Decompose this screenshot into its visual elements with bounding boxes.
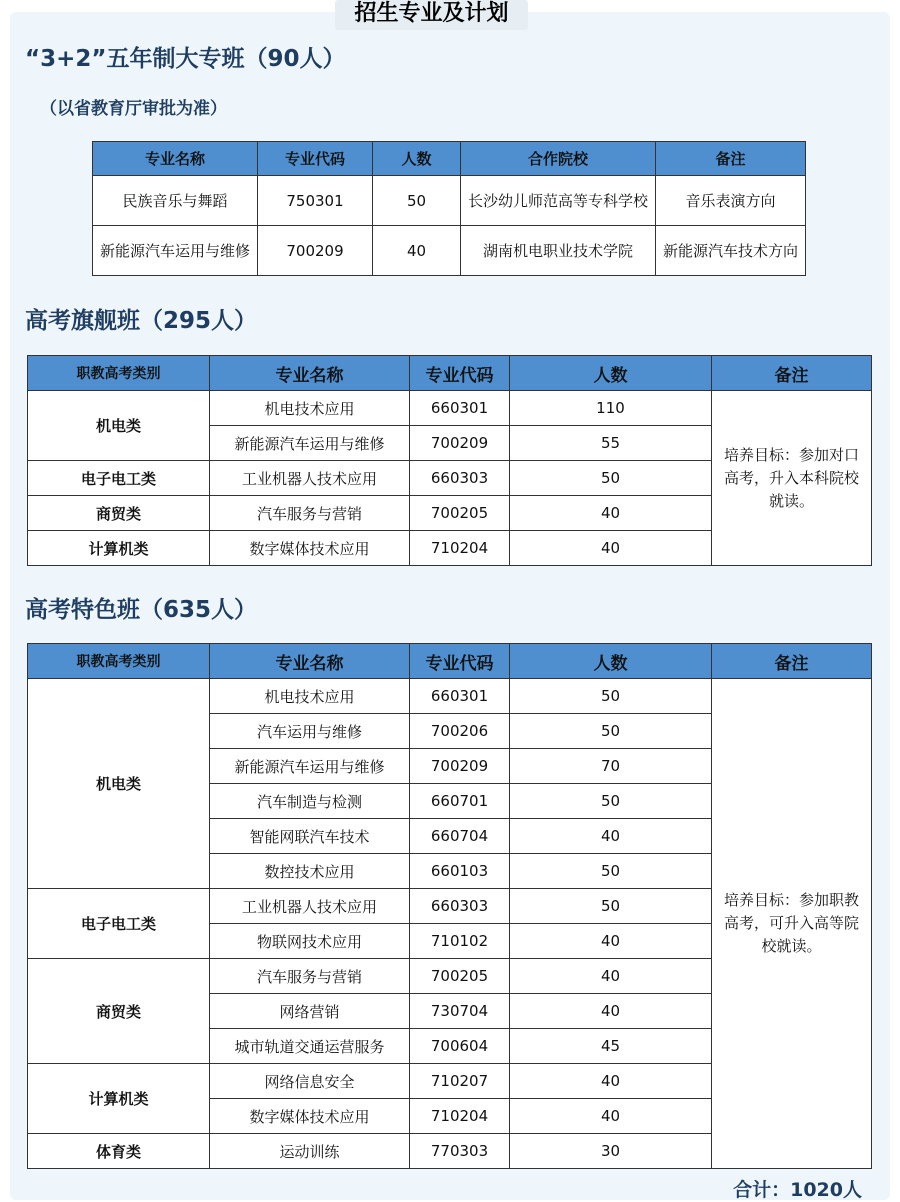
cell: 运动训练 [210,1134,410,1169]
section-flagship-title: 高考旗舰班（295人） [25,308,258,334]
cell: 汽车服务与营销 [210,496,410,531]
cell: 110 [510,391,712,426]
category-cell: 计算机类 [28,1064,210,1134]
cell: 710204 [410,1099,510,1134]
col-header: 人数 [373,142,461,176]
cell: 物联网技术应用 [210,924,410,959]
col-header: 专业名称 [210,644,410,679]
cell: 40 [510,531,712,566]
cell: 汽车制造与检测 [210,784,410,819]
cell: 710207 [410,1064,510,1099]
col-header: 人数 [510,644,712,679]
cell: 新能源汽车技术方向 [656,226,806,276]
col-header: 合作院校 [461,142,656,176]
cell: 40 [510,496,712,531]
cell: 40 [510,924,712,959]
cell: 50 [510,784,712,819]
cell: 660301 [410,391,510,426]
cell: 750301 [258,176,373,226]
col-header: 职教高考类别 [28,644,210,679]
cell: 机电技术应用 [210,679,410,714]
col-header: 专业代码 [410,356,510,391]
cell: 50 [373,176,461,226]
cell: 网络营销 [210,994,410,1029]
cell: 数控技术应用 [210,854,410,889]
cell: 汽车服务与营销 [210,959,410,994]
col-header: 专业代码 [410,644,510,679]
col-header: 专业名称 [93,142,258,176]
cell: 45 [510,1029,712,1064]
cell: 700205 [410,959,510,994]
table-row [93,176,806,226]
col-header: 专业名称 [210,356,410,391]
category-cell: 商贸类 [28,496,210,531]
cell: 40 [373,226,461,276]
col-header: 备注 [712,644,872,679]
category-cell: 电子电工类 [28,461,210,496]
section-feature-title: 高考特色班（635人） [25,597,258,623]
approval-note: （以省教育厅审批为准） [40,99,227,119]
cell: 40 [510,1064,712,1099]
cell: 710204 [410,531,510,566]
cell: 新能源汽车运用与维修 [93,226,258,276]
col-header: 专业代码 [258,142,373,176]
cell: 660704 [410,819,510,854]
cell: 660103 [410,854,510,889]
remark-cell: 培养目标：参加职教高考，可升入高等院校就读。 [712,679,872,1169]
cell: 660303 [410,889,510,924]
cell: 660701 [410,784,510,819]
cell: 新能源汽车运用与维修 [210,749,410,784]
category-cell: 计算机类 [28,531,210,566]
table-row [28,391,872,426]
cell: 40 [510,819,712,854]
col-header: 备注 [656,142,806,176]
cell: 工业机器人技术应用 [210,461,410,496]
table-header-row [93,142,806,176]
cell: 工业机器人技术应用 [210,889,410,924]
cell: 660301 [410,679,510,714]
cell: 710102 [410,924,510,959]
category-cell: 机电类 [28,679,210,889]
cell: 770303 [410,1134,510,1169]
cell: 700604 [410,1029,510,1064]
cell: 数字媒体技术应用 [210,531,410,566]
cell: 55 [510,426,712,461]
cell: 民族音乐与舞蹈 [93,176,258,226]
category-cell: 体育类 [28,1134,210,1169]
category-cell: 机电类 [28,391,210,461]
cell: 700209 [258,226,373,276]
category-cell: 商贸类 [28,959,210,1064]
cell: 音乐表演方向 [656,176,806,226]
cell: 智能网联汽车技术 [210,819,410,854]
cell: 40 [510,994,712,1029]
cell: 40 [510,959,712,994]
table-feature [27,643,872,1169]
category-cell: 电子电工类 [28,889,210,959]
cell: 50 [510,889,712,924]
cell: 50 [510,714,712,749]
table-header-row [28,356,872,391]
cell: 700206 [410,714,510,749]
cell: 700209 [410,749,510,784]
col-header: 职教高考类别 [28,356,210,391]
cell: 730704 [410,994,510,1029]
cell: 40 [510,1099,712,1134]
cell: 网络信息安全 [210,1064,410,1099]
cell: 城市轨道交通运营服务 [210,1029,410,1064]
cell: 新能源汽车运用与维修 [210,426,410,461]
cell: 50 [510,461,712,496]
cell: 长沙幼儿师范高等专科学校 [461,176,656,226]
cell: 700209 [410,426,510,461]
cell: 机电技术应用 [210,391,410,426]
cell: 湖南机电职业技术学院 [461,226,656,276]
table-row [28,679,872,714]
cell: 30 [510,1134,712,1169]
cell: 700205 [410,496,510,531]
col-header: 备注 [712,356,872,391]
page-title: 招生专业及计划 [335,0,528,30]
cell: 660303 [410,461,510,496]
cell: 汽车运用与维修 [210,714,410,749]
table-row [93,226,806,276]
cell: 50 [510,679,712,714]
col-header: 人数 [510,356,712,391]
table-flagship [27,355,872,566]
section-3plus2-title: “3+2”五年制大专班（90人） [25,46,346,72]
total-count: 合计：1020人 [733,1179,862,1201]
cell: 50 [510,854,712,889]
remark-cell: 培养目标：参加对口高考，升入本科院校就读。 [712,391,872,566]
cell: 70 [510,749,712,784]
table-header-row [28,644,872,679]
cell: 数字媒体技术应用 [210,1099,410,1134]
table-3plus2 [92,141,806,276]
